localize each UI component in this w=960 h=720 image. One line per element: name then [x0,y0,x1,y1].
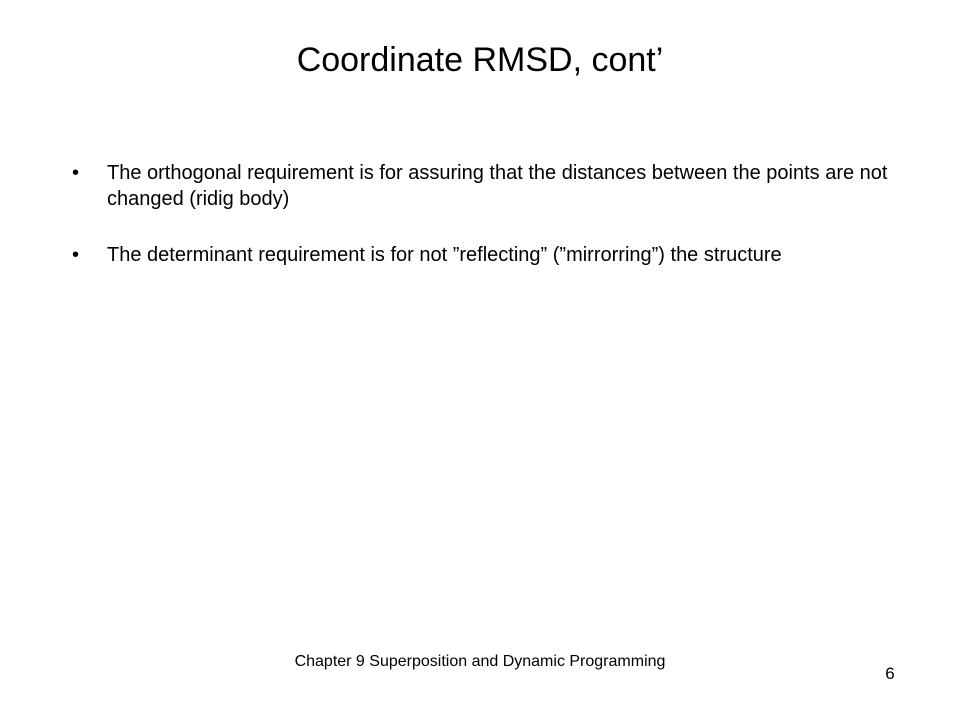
bullet-item [72,160,902,212]
bullet-icon: • [72,244,80,266]
page-number: 6 [885,664,895,683]
bullet-text: The orthogonal requirement is for assuring that the distances between the points are not changed (ridig body) [107,162,888,210]
slide-footer: Chapter 9 Superposition and Dynamic Programming [294,653,666,670]
bullet-icon: • [72,162,80,184]
bullet-item [72,242,902,268]
slide-title: Coordinate RMSD, cont’ [296,41,664,79]
bullet-list [72,160,902,298]
bullet-text: The determinant requirement is for not ”reflecting” (”mirrorring”) the structure [107,244,782,266]
